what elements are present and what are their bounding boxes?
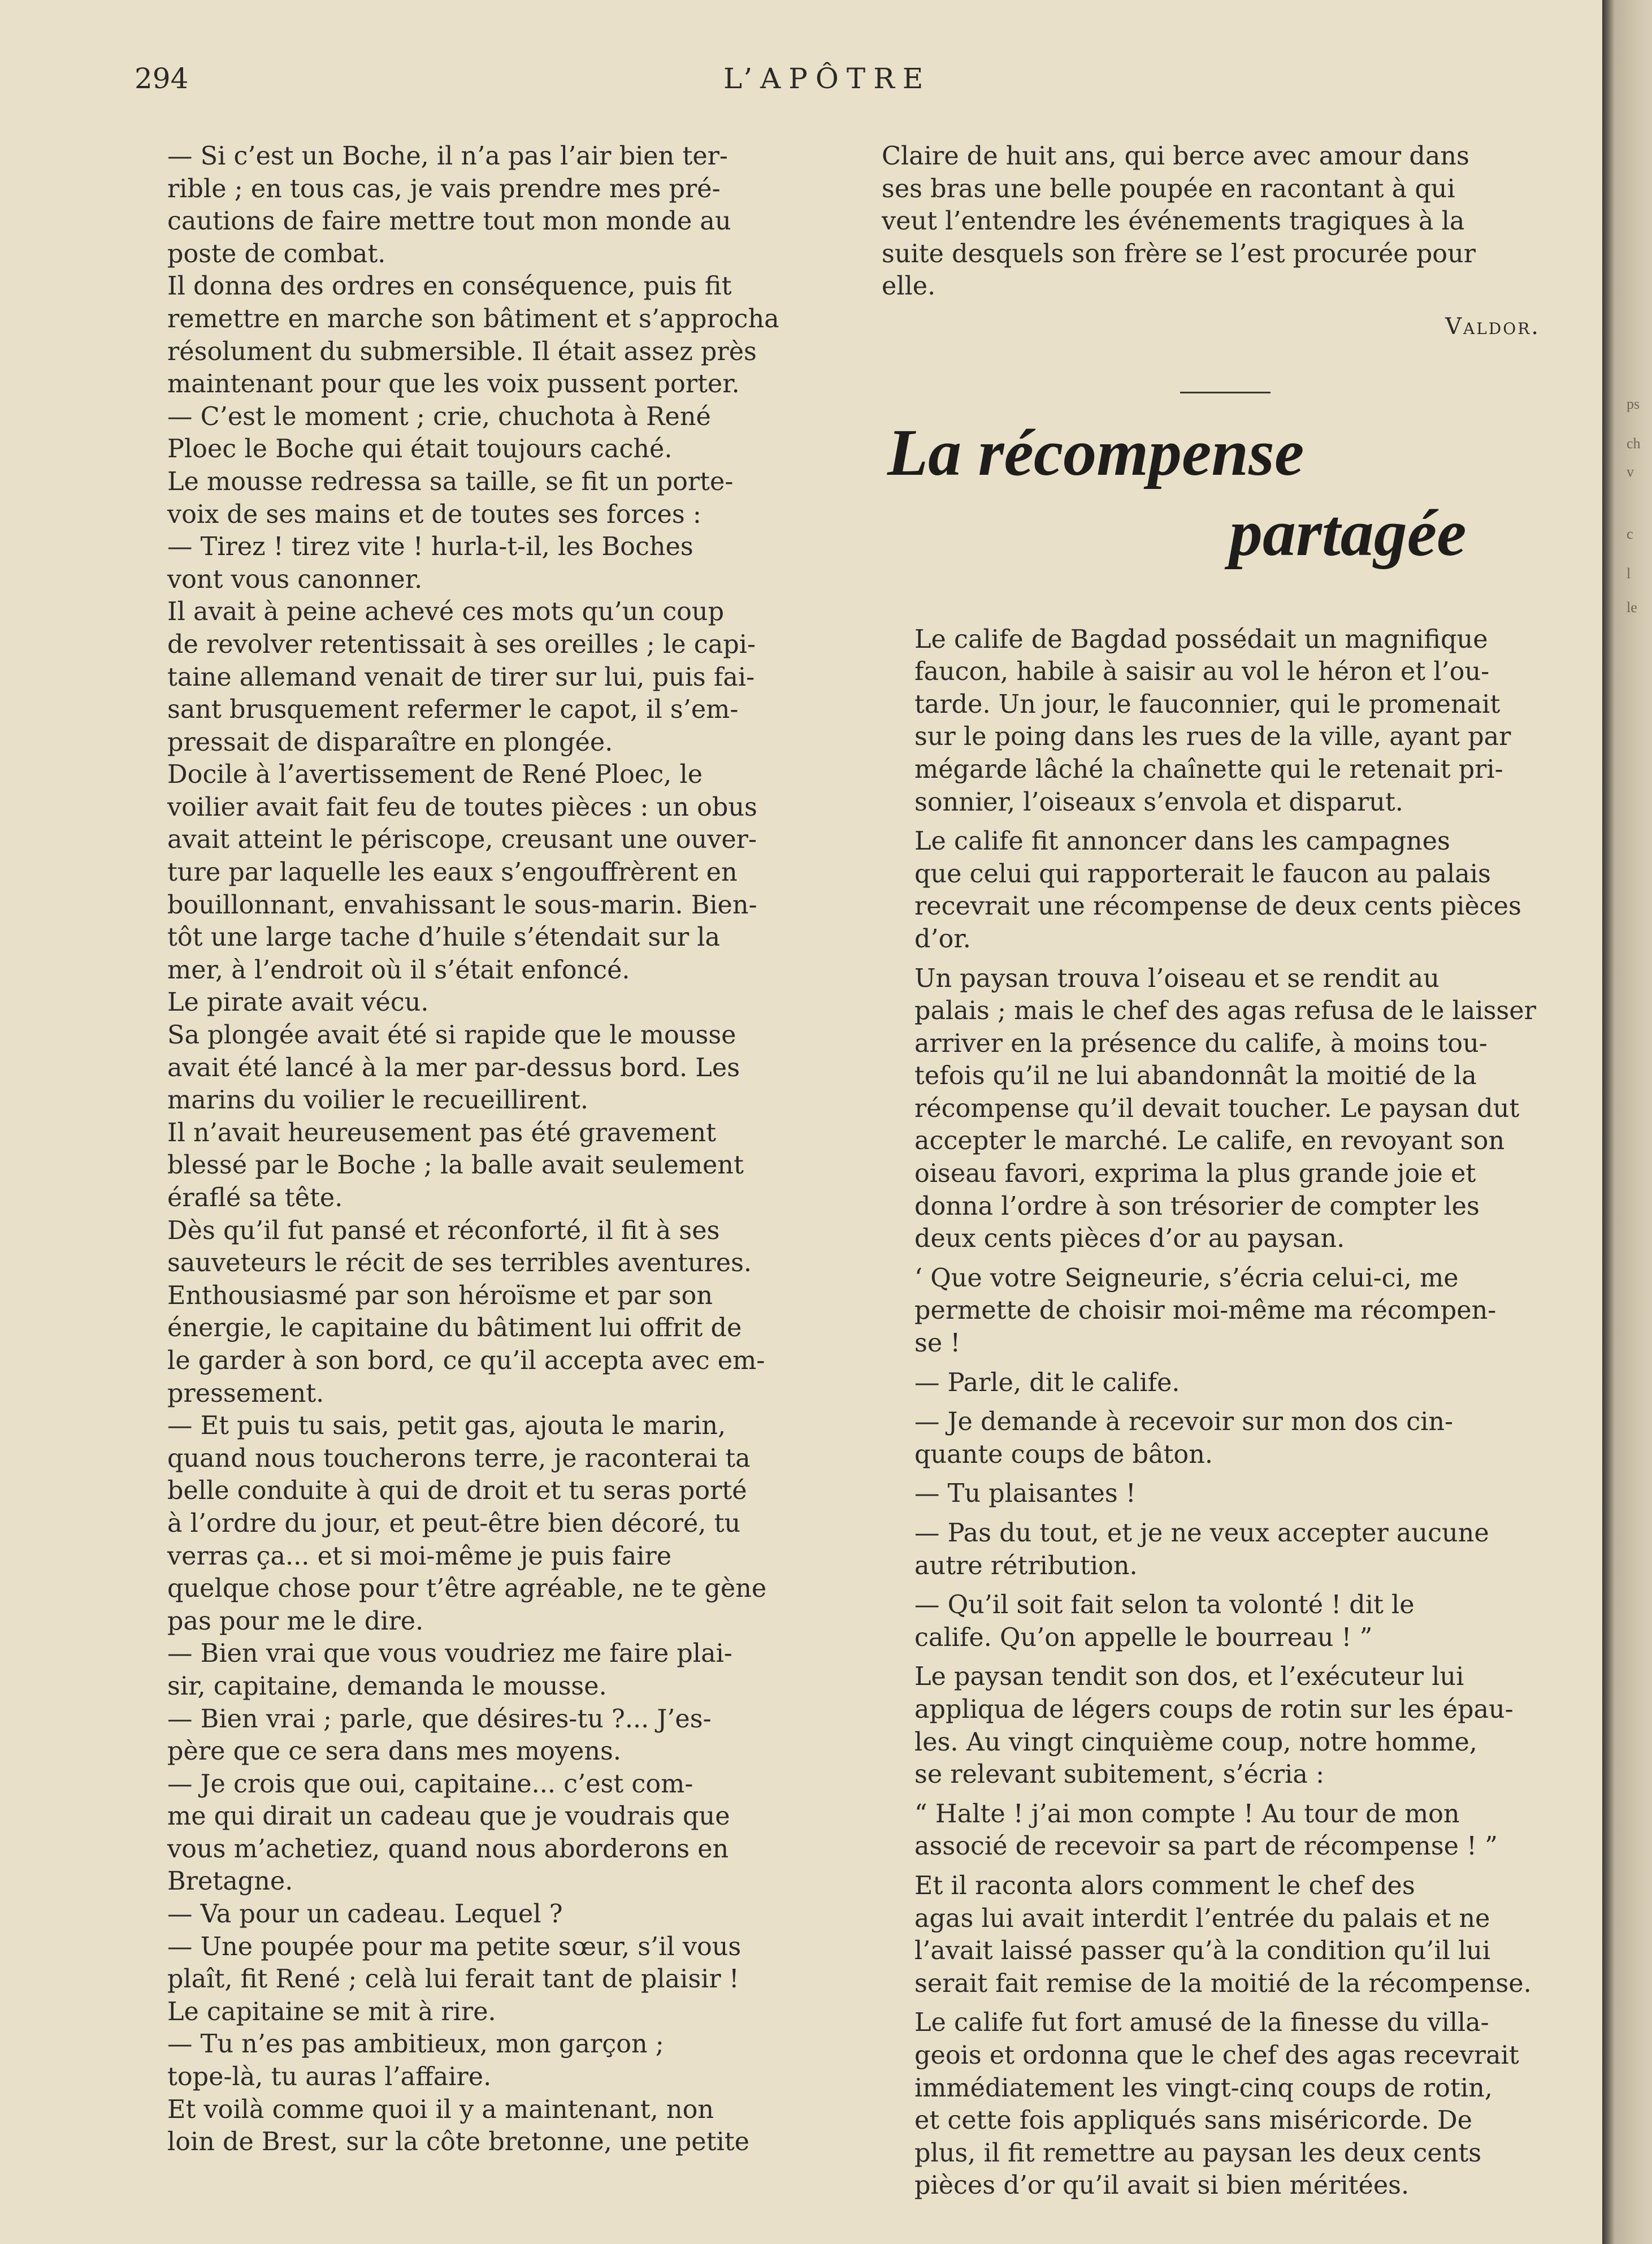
paragraph xyxy=(135,1898,841,1931)
text-line: — Bien vrai que vous voudriez me faire plai- xyxy=(167,1639,732,1669)
text-line: permette de choisir moi-même ma récompen- xyxy=(914,1296,1497,1325)
paragraph xyxy=(882,1367,1580,1400)
text-line: taine allemand venait de tirer sur lui, puis fai- xyxy=(167,662,755,692)
paragraph xyxy=(882,1798,1580,1863)
text-line: blessé par le Boche ; la balle avait seulement xyxy=(167,1151,744,1180)
paragraph xyxy=(135,531,841,596)
text-line: avait atteint le périscope, creusant une ouver- xyxy=(167,825,757,855)
text-line: quelque chose pour t’être agréable, ne te gène xyxy=(167,1574,767,1604)
paragraph xyxy=(135,1215,841,1280)
text-line: sauveteurs le récit de ses terribles aventures. xyxy=(167,1249,752,1278)
paragraph xyxy=(882,1517,1580,1582)
article-title-line-2: partagée xyxy=(1229,495,1467,570)
text-line: — Pas du tout, et je ne veux accepter aucune xyxy=(914,1519,1489,1548)
text-line: elle. xyxy=(882,272,936,301)
text-line: faucon, habile à saisir au vol le héron et l’ou- xyxy=(914,657,1490,687)
text-line: ses bras une belle poupée en racontant à qui xyxy=(882,174,1455,203)
text-line: sur le poing dans les rues de la ville, ayant par xyxy=(914,722,1511,752)
text-line: — Une poupée pour ma petite sœur, s’il vous xyxy=(167,1932,742,1961)
text-line: de revolver retentissait à ses oreilles ; le capi- xyxy=(167,630,756,659)
text-line: tefois qu’il ne lui abandonnât la moitié de la xyxy=(914,1062,1477,1091)
text-line: — C’est le moment ; crie, chuchota à René xyxy=(167,402,711,431)
paragraph xyxy=(135,1117,841,1215)
text-line: arriver en la présence du calife, à moins tou- xyxy=(914,1029,1488,1058)
text-line: veut l’entendre les événements tragiques à la xyxy=(882,207,1465,236)
text-line: père que ce sera dans mes moyens. xyxy=(167,1737,621,1766)
text-line: cautions de faire mettre tout mon monde au xyxy=(167,207,731,236)
text-line: éraflé sa tête. xyxy=(167,1184,343,1212)
text-line: Dès qu’il fut pansé et réconforté, il fit à ses xyxy=(167,1216,720,1245)
article-title-line-1: La récompense xyxy=(887,415,1304,489)
paragraph xyxy=(882,1406,1580,1471)
paragraph xyxy=(882,1478,1580,1510)
text-line: les. Au vingt cinquième coup, notre homme, xyxy=(914,1727,1477,1757)
text-line: plus, il fit remettre au paysan les deux cents xyxy=(914,2138,1482,2168)
text-line: — Va pour un cadeau. Lequel ? xyxy=(167,1900,563,1929)
paragraph xyxy=(135,140,841,270)
text-line: Et voilà comme quoi il y a maintenant, non xyxy=(167,2095,714,2124)
text-line: Le pirate avait vécu. xyxy=(167,988,429,1017)
paragraph xyxy=(135,270,841,400)
paragraph xyxy=(135,1996,841,2029)
paragraph xyxy=(135,466,841,531)
paragraph xyxy=(882,2007,1580,2202)
paragraph xyxy=(882,1589,1580,1654)
paragraph xyxy=(882,1870,1580,2000)
text-line: récompense qu’il devait toucher. Le paysan dut xyxy=(914,1094,1520,1123)
text-line: vont vous canonner. xyxy=(167,565,423,594)
paragraph xyxy=(882,1262,1580,1360)
text-line: sir, capitaine, demanda le mousse. xyxy=(167,1671,607,1701)
text-line: tope-là, tu auras l’affaire. xyxy=(167,2063,492,2092)
text-line: et cette fois appliqués sans miséricorde. De xyxy=(914,2106,1472,2135)
paragraph xyxy=(882,825,1580,955)
text-line: marins du voilier le recueillirent. xyxy=(167,1086,589,1115)
text-line: geois et ordonna que le chef des agas recevrait xyxy=(914,2041,1519,2070)
page-number: 294 xyxy=(135,62,189,95)
text-line: pressement. xyxy=(167,1379,324,1408)
spine-fragment: ps xyxy=(1627,396,1640,412)
text-line: donna l’ordre à son trésorier de compter les xyxy=(914,1192,1480,1221)
text-line: Claire de huit ans, qui berce avec amour dans xyxy=(882,142,1469,171)
text-line: verras ça... et si moi-même je puis faire xyxy=(167,1541,672,1571)
paragraph xyxy=(882,1661,1580,1791)
text-line: voilier avait fait feu de toutes pièces : un obus xyxy=(167,792,757,822)
text-line: que celui qui rapporterait le faucon au palais xyxy=(914,859,1491,889)
left-column xyxy=(135,140,841,2159)
spine-fragment: v xyxy=(1627,463,1634,480)
text-line: Le paysan tendit son dos, et l’exécuteur lui xyxy=(914,1662,1464,1692)
text-line: résolument du submersible. Il était assez près xyxy=(167,337,757,366)
text-line: le garder à son bord, ce qu’il accepta avec em- xyxy=(167,1346,765,1375)
text-line: belle conduite à qui de droit et tu seras porté xyxy=(167,1476,747,1506)
paragraph xyxy=(882,140,1580,303)
paragraph xyxy=(135,401,841,466)
text-line: oiseau favori, exprima la plus grande joie et xyxy=(914,1159,1476,1189)
text-line: — Je crois que oui, capitaine... c’est com- xyxy=(167,1769,693,1799)
text-line: Bretagne. xyxy=(167,1867,293,1896)
text-line: Il avait à peine achevé ces mots qu’un coup xyxy=(167,597,725,627)
text-line: serait fait remise de la moitié de la récompense. xyxy=(914,1969,1532,1998)
text-line: rible ; en tous cas, je vais prendre mes pré- xyxy=(167,174,721,203)
text-line: — Qu’il soit fait selon ta volonté ! dit le xyxy=(914,1591,1415,1620)
text-line: Le calife fit annoncer dans les campagnes xyxy=(914,827,1450,856)
paragraph xyxy=(135,1019,841,1117)
text-line: accepter le marché. Le calife, en revoyant son xyxy=(914,1127,1505,1156)
text-line: tôt une large tache d’huile s’étendait sur la xyxy=(167,923,721,952)
text-line: Enthousiasmé par son héroïsme et par son xyxy=(167,1281,713,1310)
spine-fragment: le xyxy=(1627,599,1637,616)
text-line: Le mousse redressa sa taille, se fit un porte- xyxy=(167,467,734,496)
text-line: — Et puis tu sais, petit gas, ajouta le marin, xyxy=(167,1411,726,1441)
text-line: loin de Brest, sur la côte bretonne, une petite xyxy=(167,2128,749,2157)
paragraph xyxy=(135,1280,841,1410)
text-line: — Parle, dit le calife. xyxy=(914,1368,1180,1397)
text-line: pas pour me le dire. xyxy=(167,1606,424,1636)
text-line: suite desquels son frère se l’est procurée pour xyxy=(882,239,1476,268)
text-line: associé de recevoir sa part de récompense ! ” xyxy=(914,1832,1498,1861)
paragraph xyxy=(135,1410,841,1637)
text-line: pressait de disparaître en plongée. xyxy=(167,727,613,757)
text-line: quante coups de bâton. xyxy=(914,1440,1213,1469)
text-line: se relevant subitement, s’écria : xyxy=(914,1760,1325,1790)
text-line: plaît, fit René ; celà lui ferait tant de plaisir ! xyxy=(167,1965,739,1994)
text-line: autre rétribution. xyxy=(914,1551,1138,1580)
text-line: bouillonnant, envahissant le sous-marin. Bien- xyxy=(167,890,757,920)
text-line: d’or. xyxy=(914,924,971,954)
story-continuation xyxy=(882,140,1580,303)
paragraph xyxy=(135,2094,841,2159)
text-line: quand nous toucherons terre, je raconterai ta xyxy=(167,1444,751,1473)
text-line: remettre en marche son bâtiment et s’approcha xyxy=(167,304,779,333)
paragraph xyxy=(135,1768,841,1898)
paragraph xyxy=(135,596,841,759)
text-line: Et il raconta alors comment le chef des xyxy=(914,1871,1415,1900)
paragraph xyxy=(135,1931,841,1996)
paragraph xyxy=(135,2028,841,2093)
spine-fragment: c xyxy=(1627,526,1633,542)
text-line: mer, à l’endroit où il s’était enfoncé. xyxy=(167,955,630,985)
text-line: “ Halte ! j’ai mon compte ! Au tour de mon xyxy=(914,1799,1460,1829)
text-line: à l’ordre du jour, et peut-être bien décoré, tu xyxy=(167,1509,741,1538)
text-line: sonnier, l’oiseaux s’envola et disparut. xyxy=(914,787,1403,817)
running-title: L’APÔTRE xyxy=(723,62,931,95)
text-line: ture par laquelle les eaux s’engouffrèrent en xyxy=(167,858,738,887)
text-line: recevrait une récompense de deux cents pièces xyxy=(914,892,1521,921)
text-line: énergie, le capitaine du bâtiment lui offrit de xyxy=(167,1314,742,1343)
paragraph xyxy=(135,986,841,1019)
text-line: — Tu n’es pas ambitieux, mon garçon ; xyxy=(167,2030,664,2059)
text-line: se ! xyxy=(914,1329,961,1358)
right-column xyxy=(882,140,1580,2202)
text-line: — Bien vrai ; parle, que désires-tu ?... J’es- xyxy=(167,1704,712,1734)
article-body xyxy=(882,623,1580,2202)
text-line: deux cents pièces d’or au paysan. xyxy=(914,1224,1345,1254)
text-line: maintenant pour que les voix pussent porter. xyxy=(167,370,740,399)
spine-fragment: ch xyxy=(1627,435,1641,452)
text-line: Il n’avait heureusement pas été gravement xyxy=(167,1118,717,1147)
paragraph xyxy=(882,963,1580,1255)
paragraph xyxy=(882,623,1580,819)
text-line: immédiatement les vingt-cinq coups de rotin, xyxy=(914,2073,1493,2103)
text-line: agas lui avait interdit l’entrée du palais et ne xyxy=(914,1904,1490,1933)
text-line: Ploec le Boche qui était toujours caché. xyxy=(167,435,673,464)
text-line: Le calife fut fort amusé de la finesse du villa- xyxy=(914,2008,1489,2038)
text-line: voix de ses mains et de toutes ses forces : xyxy=(167,500,701,529)
text-line: ‘ Que votre Seigneurie, s’écria celui-ci, me xyxy=(914,1263,1459,1293)
text-line: — Tu plaisantes ! xyxy=(914,1479,1136,1509)
paragraph xyxy=(135,1637,841,1703)
page-header xyxy=(0,62,1602,107)
text-line: l’avait laissé passer qu’à la condition qu’il lui xyxy=(914,1937,1491,1966)
text-line: poste de combat. xyxy=(167,239,386,268)
text-line: — Si c’est un Boche, il n’a pas l’air bien ter- xyxy=(167,142,728,171)
text-line: appliqua de légers coups de rotin sur les épau- xyxy=(914,1695,1514,1724)
section-separator xyxy=(1180,392,1271,393)
text-line: Il donna des ordres en conséquence, puis fit xyxy=(167,272,732,301)
text-line: avait été lancé à la mer par-dessus bord. Les xyxy=(167,1053,740,1082)
text-line: palais ; mais le chef des agas refusa de le laisser xyxy=(914,997,1536,1026)
text-line: tarde. Un jour, le fauconnier, qui le promenait xyxy=(914,690,1501,719)
author-signature: Valdor. xyxy=(1445,313,1540,340)
text-line: — Tirez ! tirez vite ! hurla-t-il, les Boches xyxy=(167,532,693,562)
spine-fragment: l xyxy=(1627,565,1631,582)
text-line: vous m’achetiez, quand nous aborderons en xyxy=(167,1834,729,1864)
paragraph xyxy=(135,1703,841,1768)
text-line: me qui dirait un cadeau que je voudrais que xyxy=(167,1802,730,1831)
text-line: Sa plongée avait été si rapide que le mousse xyxy=(167,1021,736,1050)
paragraph xyxy=(135,759,841,986)
text-line: Un paysan trouva l’oiseau et se rendit au xyxy=(914,964,1439,993)
text-line: Le calife de Bagdad possédait un magnifique xyxy=(914,625,1488,654)
text-line: pièces d’or qu’il avait si bien méritées. xyxy=(914,2171,1410,2200)
article-title xyxy=(882,416,1580,570)
text-line: calife. Qu’on appelle le bourreau ! ” xyxy=(914,1623,1373,1652)
text-line: mégarde lâché la chaînette qui le retenait pri- xyxy=(914,755,1503,784)
book-spine xyxy=(1602,0,1652,2244)
text-line: — Je demande à recevoir sur mon dos cin- xyxy=(914,1407,1454,1437)
text-line: Docile à l’avertissement de René Ploec, le xyxy=(167,760,703,790)
text-line: sant brusquement refermer le capot, il s’em- xyxy=(167,695,739,725)
text-line: Le capitaine se mit à rire. xyxy=(167,1997,496,2026)
